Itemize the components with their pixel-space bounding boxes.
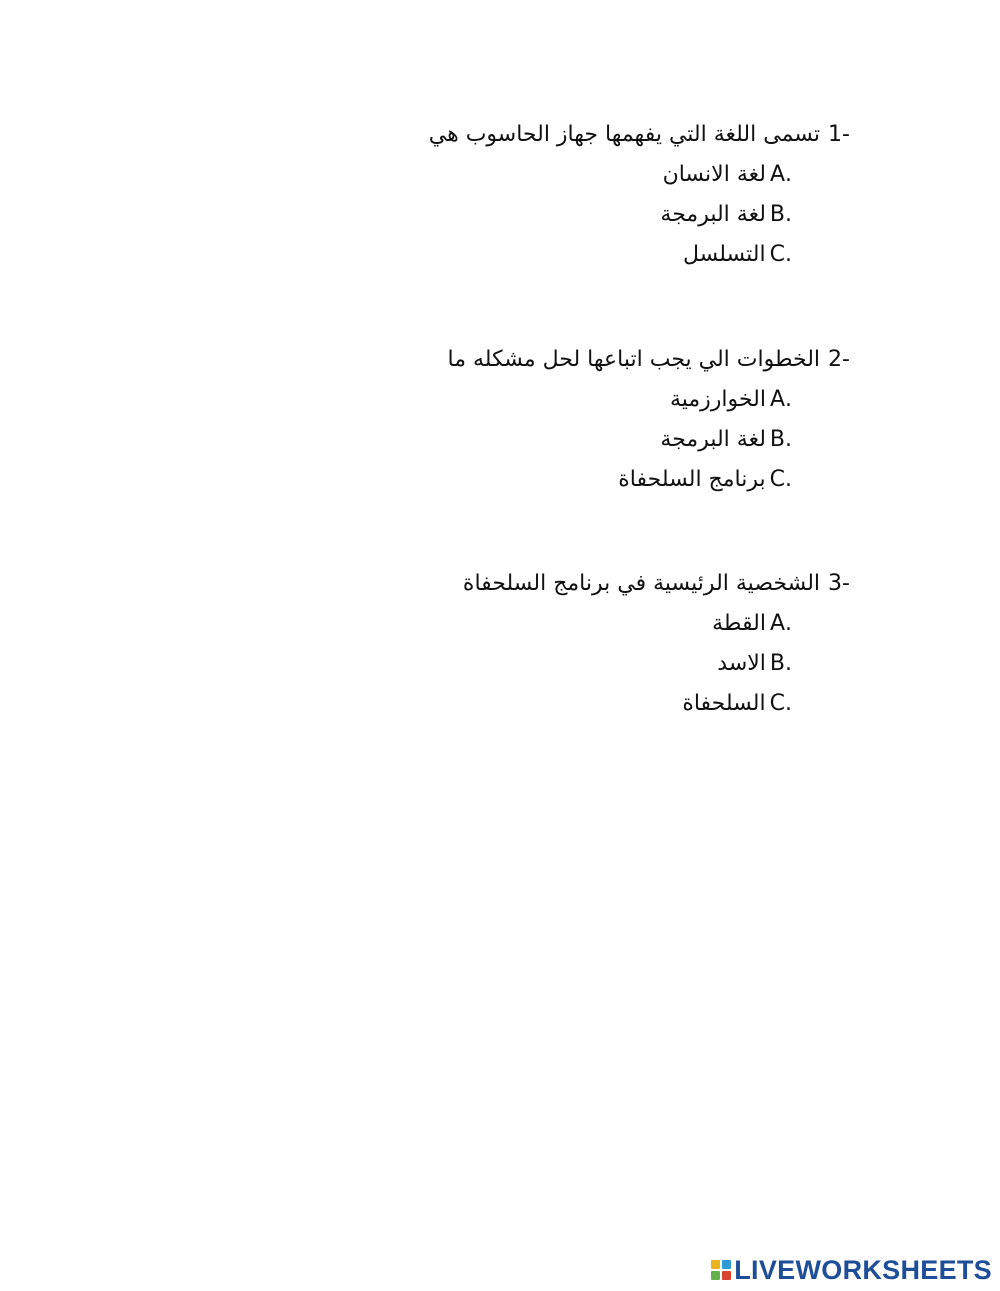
- logo-block-2: [722, 1260, 731, 1269]
- question-2-option-a[interactable]: [290, 380, 792, 420]
- question-3-option-a[interactable]: [290, 604, 792, 644]
- option-text: الخوارزمية: [669, 387, 766, 412]
- question-1-option-a[interactable]: [290, 155, 792, 195]
- question-1-number: -1: [828, 122, 850, 147]
- option-text: السلحفاة: [682, 691, 766, 716]
- question-1-title: [290, 115, 850, 155]
- option-letter: .B: [769, 427, 792, 452]
- logo-block-4: [722, 1271, 731, 1280]
- option-letter: .A: [769, 162, 792, 187]
- question-3-title: [290, 564, 850, 604]
- question-2-option-c[interactable]: [290, 460, 792, 500]
- question-3-option-b[interactable]: [290, 644, 792, 684]
- question-3-option-c[interactable]: [290, 684, 792, 724]
- option-letter: .A: [769, 387, 792, 412]
- question-3: [290, 564, 850, 724]
- option-text: التسلسل: [682, 242, 766, 267]
- option-text: الاسد: [717, 651, 766, 676]
- question-3-text: الشخصية الرئيسية في برنامج السلحفاة: [462, 571, 821, 596]
- option-letter: .C: [769, 467, 792, 492]
- question-1: [290, 115, 850, 275]
- logo-text: LIVEWORKSHEETS: [734, 1254, 992, 1285]
- option-letter: .A: [769, 611, 792, 636]
- option-text: برنامج السلحفاة: [618, 467, 766, 492]
- logo-block-3: [711, 1271, 720, 1280]
- question-1-text: تسمى اللغة التي يفهمها جهاز الحاسوب هي: [428, 122, 821, 147]
- question-2-title: [290, 340, 850, 380]
- option-text: لغة البرمجة: [660, 202, 766, 227]
- question-2-text: الخطوات الي يجب اتباعها لحل مشكله ما: [447, 347, 821, 372]
- question-3-number: -3: [828, 571, 850, 596]
- option-letter: .C: [769, 691, 792, 716]
- logo-block-1: [711, 1260, 720, 1269]
- option-text: لغة الانسان: [662, 162, 766, 187]
- option-text: القطة: [712, 611, 766, 636]
- liveworksheets-logo: [711, 1255, 992, 1285]
- question-1-option-b[interactable]: [290, 195, 792, 235]
- logo-blocks-icon: [711, 1260, 731, 1280]
- option-letter: .B: [769, 651, 792, 676]
- question-2-number: -2: [828, 347, 850, 372]
- question-1-option-c[interactable]: [290, 235, 792, 275]
- question-2: [290, 340, 850, 500]
- option-text: لغة البرمجة: [660, 427, 766, 452]
- option-letter: .C: [769, 242, 792, 267]
- option-letter: .B: [769, 202, 792, 227]
- question-2-option-b[interactable]: [290, 420, 792, 460]
